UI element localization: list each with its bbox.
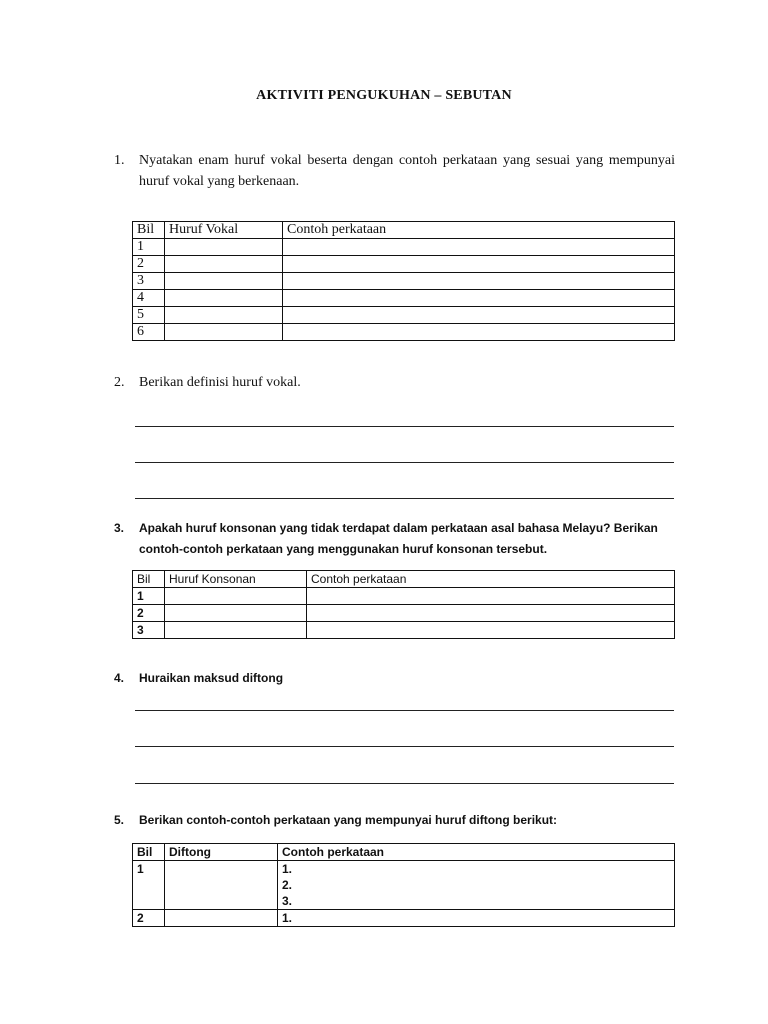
list-item: 1.	[282, 862, 293, 876]
row-number: 1	[133, 239, 165, 256]
question-1-text: Nyatakan enam huruf vokal beserta dengan contoh perkataan yang sesuai yang mempunyai huruf vokal yang berkenaan.	[139, 153, 675, 189]
header-bil: Bil	[133, 844, 165, 861]
question-2	[114, 372, 675, 393]
answer-cell[interactable]	[165, 324, 283, 341]
row-number: 3	[133, 622, 165, 639]
question-4-number: 4.	[114, 671, 125, 685]
header-contoh-perkataan: Contoh perkataan	[283, 222, 675, 239]
question-1	[114, 150, 675, 192]
row-number: 1	[133, 588, 165, 605]
header-contoh-perkataan: Contoh perkataan	[278, 844, 675, 861]
table-row	[133, 910, 675, 927]
row-number: 2	[133, 605, 165, 622]
row-number: 2	[133, 256, 165, 273]
answer-cell[interactable]	[278, 910, 675, 927]
answer-line[interactable]	[135, 462, 674, 463]
answer-line[interactable]	[135, 426, 674, 427]
table-header-row	[133, 844, 675, 861]
table-row	[133, 622, 675, 639]
answer-cell[interactable]	[165, 622, 307, 639]
question-4-text: Huraikan maksud diftong	[139, 671, 284, 685]
question-5-text: Berikan contoh-contoh perkataan yang mempunyai huruf diftong berikut:	[139, 813, 558, 827]
answer-cell[interactable]	[165, 307, 283, 324]
header-diftong: Diftong	[165, 844, 278, 861]
row-number: 3	[133, 273, 165, 290]
page-title: AKTIVITI PENGUKUHAN – SEBUTAN	[256, 88, 512, 103]
header-contoh-perkataan: Contoh perkataan	[307, 571, 675, 588]
row-number: 6	[133, 324, 165, 341]
table-row	[133, 861, 675, 910]
answer-cell[interactable]	[165, 273, 283, 290]
question-3	[114, 518, 675, 560]
answer-cell[interactable]	[165, 290, 283, 307]
table-row	[133, 307, 675, 324]
answer-cell[interactable]	[283, 273, 675, 290]
table-row	[133, 290, 675, 307]
list-item: 1.	[282, 911, 293, 925]
answer-line[interactable]	[135, 498, 674, 499]
question-2-text: Berikan definisi huruf vokal.	[139, 375, 301, 390]
answer-cell[interactable]	[283, 324, 675, 341]
question-5-number: 5.	[114, 813, 125, 827]
table-row	[133, 588, 675, 605]
answer-cell[interactable]	[307, 588, 675, 605]
question-4	[114, 668, 675, 689]
row-number: 1	[133, 861, 165, 910]
answer-line[interactable]	[135, 783, 674, 784]
answer-cell[interactable]	[165, 605, 307, 622]
answer-cell[interactable]	[283, 290, 675, 307]
table-row	[133, 239, 675, 256]
row-number: 2	[133, 910, 165, 927]
table-row	[133, 273, 675, 290]
answer-line[interactable]	[135, 746, 674, 747]
vokal-table	[132, 221, 675, 341]
question-2-number: 2.	[114, 375, 125, 390]
answer-cell[interactable]	[278, 861, 675, 910]
header-bil: Bil	[133, 222, 165, 239]
answer-line[interactable]	[135, 710, 674, 711]
list-item: 2.	[282, 878, 293, 892]
header-huruf-vokal: Huruf Vokal	[165, 222, 283, 239]
question-1-number: 1.	[114, 153, 125, 168]
answer-cell[interactable]	[283, 256, 675, 273]
question-5	[114, 810, 675, 831]
table-header-row	[133, 222, 675, 239]
answer-cell[interactable]	[165, 239, 283, 256]
answer-cell[interactable]	[165, 256, 283, 273]
table-row	[133, 256, 675, 273]
answer-cell[interactable]	[283, 239, 675, 256]
konsonan-table	[132, 570, 675, 639]
table-row	[133, 605, 675, 622]
answer-cell[interactable]	[165, 861, 278, 910]
answer-cell[interactable]	[307, 605, 675, 622]
row-number: 5	[133, 307, 165, 324]
header-bil: Bil	[133, 571, 165, 588]
answer-cell[interactable]	[307, 622, 675, 639]
header-huruf-konsonan: Huruf Konsonan	[165, 571, 307, 588]
answer-cell[interactable]	[165, 588, 307, 605]
list-item: 3.	[282, 894, 293, 908]
table-row	[133, 324, 675, 341]
table-header-row	[133, 571, 675, 588]
question-3-text: Apakah huruf konsonan yang tidak terdapat dalam perkataan asal bahasa Melayu? Berikan contoh-contoh perkataan yang menggunakan huruf konsonan tersebut.	[139, 521, 658, 556]
row-number: 4	[133, 290, 165, 307]
answer-cell[interactable]	[283, 307, 675, 324]
question-3-number: 3.	[114, 521, 125, 535]
answer-cell[interactable]	[165, 910, 278, 927]
diftong-table	[132, 843, 675, 927]
